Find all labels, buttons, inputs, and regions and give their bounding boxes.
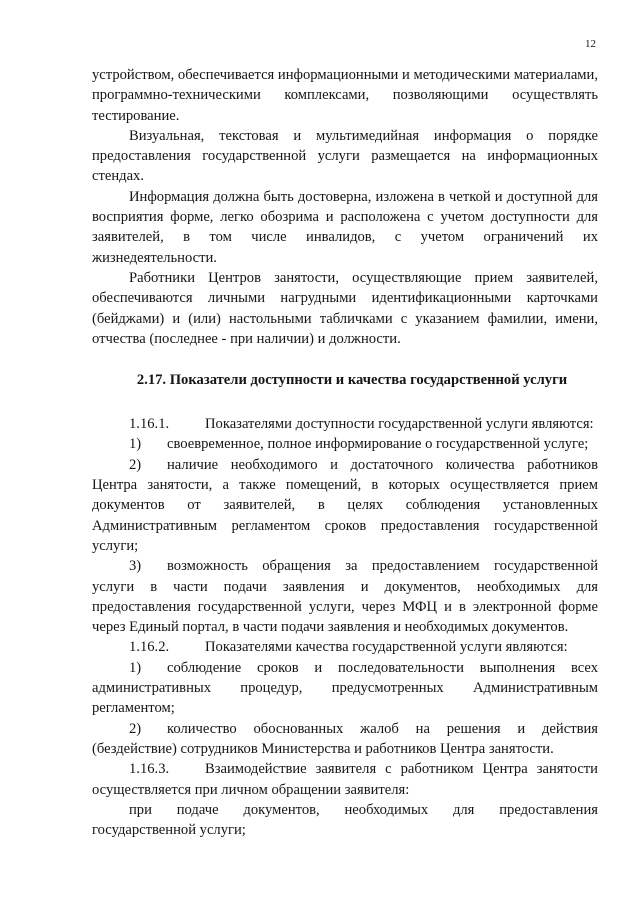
clause-text: Показателями доступности государственной услуги являются: (205, 416, 594, 433)
paragraph-continuation: устройством, обеспечивается информационными и методическими материалами, программно-техническими комплексами, позволяющими осуществлять тестирование. (92, 67, 598, 124)
clause-number: 1.16.1. (129, 416, 170, 433)
list-item (92, 719, 598, 760)
clause-number: 1.16.2. (129, 639, 170, 656)
list-item-text: возможность обращения за предоставлением государственной услуги в части подачи заявления и документов, необходимых для предоставления государственной услуги, через МФЦ и в электронной форме через Единый портал, в части подачи заявления и необходимых документов. (92, 558, 598, 636)
list-item-number: 1) (129, 436, 142, 453)
list-item-text: своевременное, полное информирование о государственной услуге; (167, 436, 589, 453)
list-item (92, 434, 598, 454)
list-item (92, 556, 598, 637)
clause-1-16-3 (92, 759, 598, 800)
document-body (92, 65, 598, 840)
page-number: 12 (585, 38, 596, 50)
list-item-text: соблюдение сроков и последовательности выполнения всех административных процедур, предусмотренных Административным регламентом; (92, 659, 598, 717)
list-item (92, 455, 598, 556)
list-item-number: 2) (129, 456, 142, 473)
clause-text: Взаимодействие заявителя с работником Центра занятости осуществляется при личном обращении заявителя: (92, 761, 598, 798)
list-item (92, 658, 598, 719)
section-heading: 2.17. Показатели доступности и качества государственной услуги (136, 372, 568, 389)
paragraph-visual-info: Визуальная, текстовая и мультимедийная информация о порядке предоставления государственной услуги размещается на информационных стендах. (92, 127, 598, 185)
list-item: при подаче документов, необходимых для предоставления государственной услуги; (92, 801, 598, 839)
paragraph-info-requirements: Информация должна быть достоверна, изложена в четкой и доступной для восприятия форме, легко обозрима и расположена с учетом доступности для заявителей, в том числе инвалидов, с учетом ограничений их жизнедеятельности. (92, 188, 598, 266)
list-item-number: 3) (129, 558, 142, 575)
clause-1-16-2 (92, 637, 598, 657)
clause-number: 1.16.3. (129, 761, 170, 778)
list-item-text: количество обоснованных жалоб на решения и действия (бездействие) сотрудников Министерства и работников Центра занятости. (92, 720, 598, 757)
paragraph-employees-badges: Работники Центров занятости, осуществляющие прием заявителей, обеспечиваются личными нагрудными идентификационными карточками (бейджами) и (или) настольными табличками с указанием фамилии, имени, отчества (последнее - при наличии) и должности. (92, 269, 598, 347)
clause-1-16-1 (92, 414, 598, 434)
clause-text: Показателями качества государственной услуги являются: (205, 639, 568, 656)
list-item-number: 1) (129, 659, 142, 676)
list-item-number: 2) (129, 720, 142, 737)
list-item-text: наличие необходимого и достаточного количества работников Центра занятости, а также помещений, в которых осуществляется прием документов от заявителей, в целях соблюдения установленных Административным регламентом сроков предоставления государственной услуги; (92, 456, 598, 554)
